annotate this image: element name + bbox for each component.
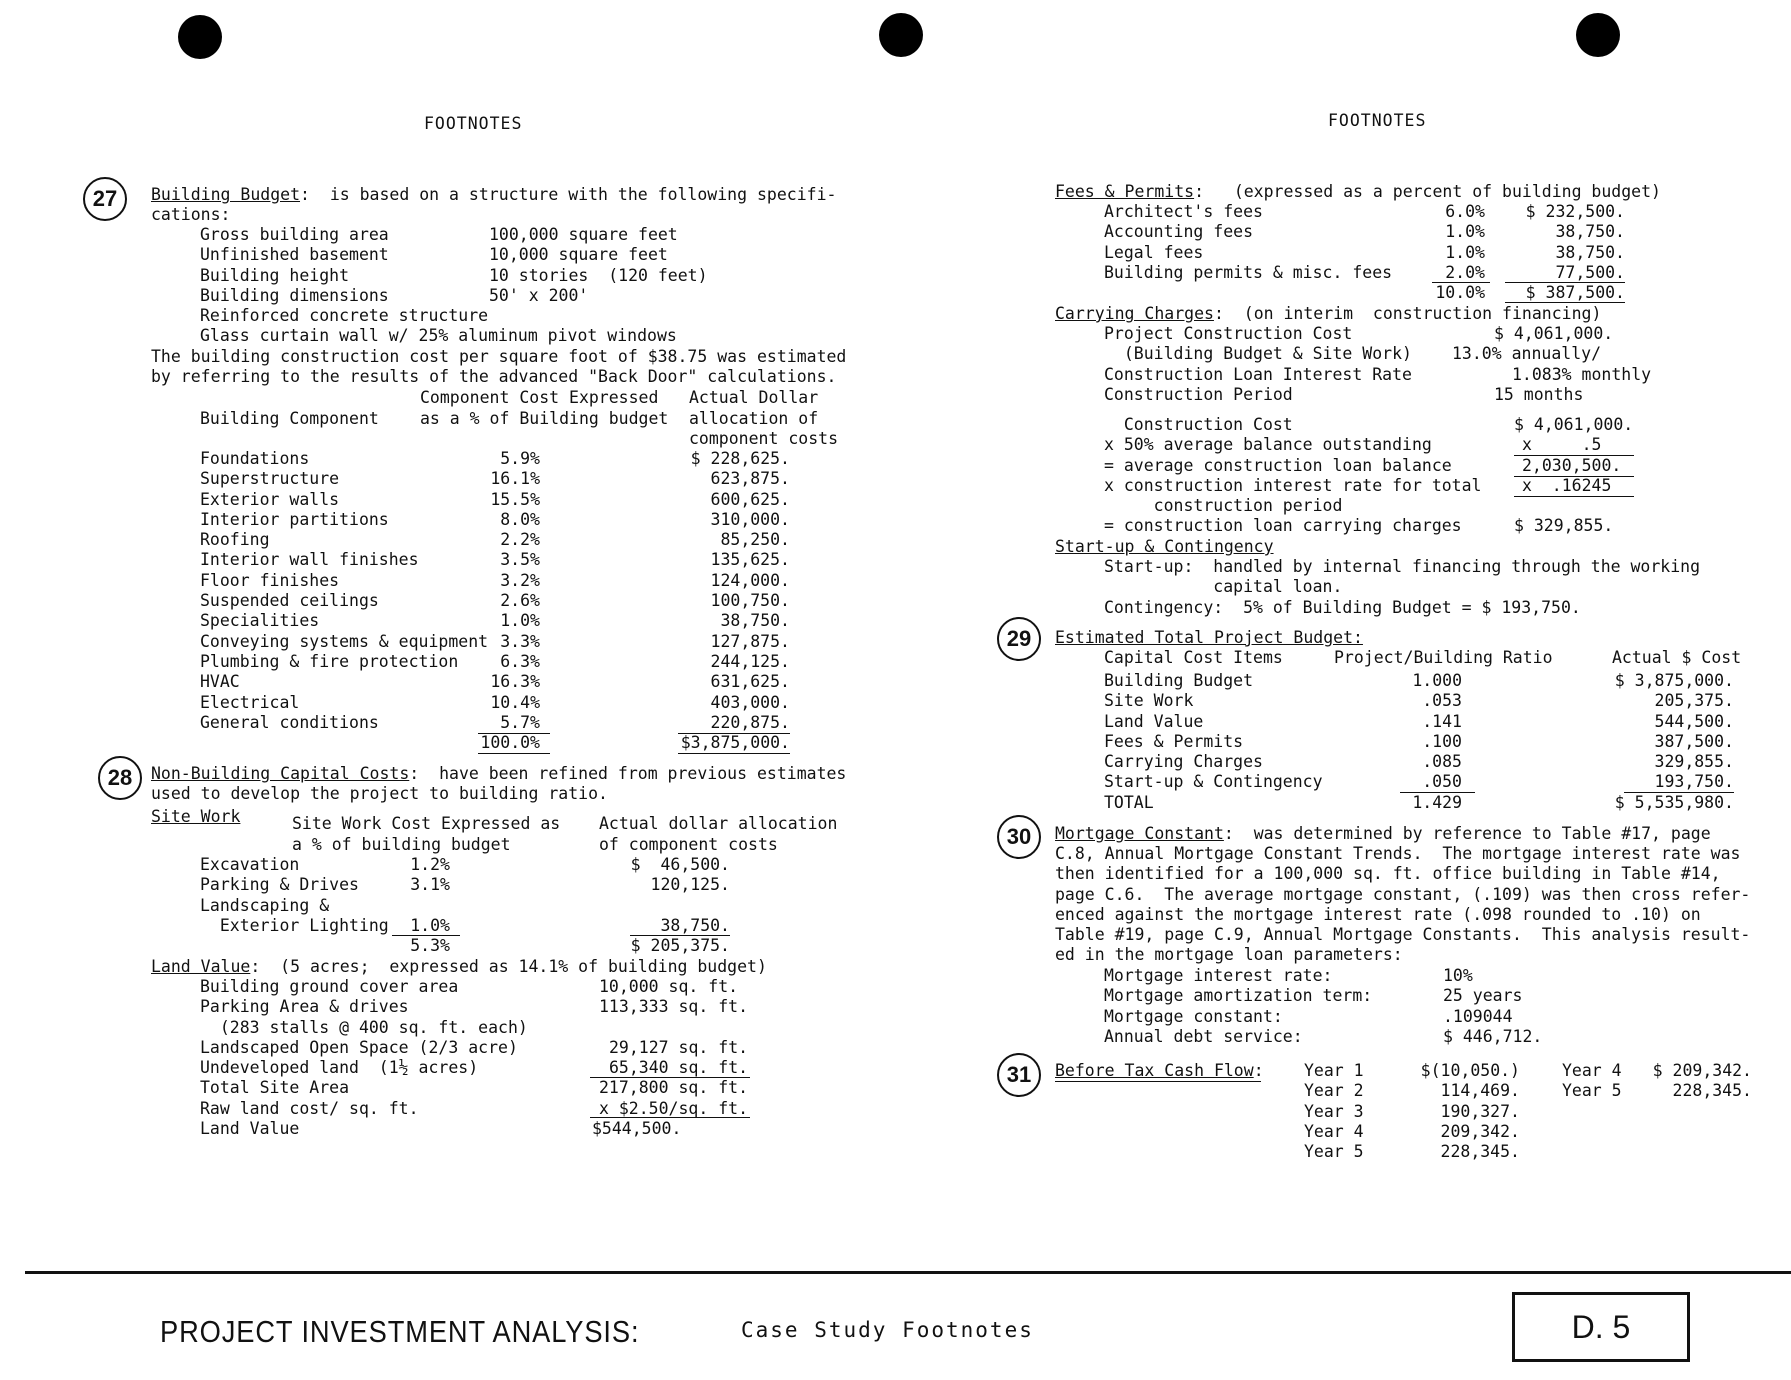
fee-pct: 1.0%	[1445, 242, 1485, 262]
calc-name: construction period	[1104, 496, 1343, 516]
fn28-label: Non-Building Capital Costs	[151, 764, 410, 783]
land-val: 29,127 sq. ft.	[609, 1037, 749, 1057]
fn30-line: ed in the mortgage loan parameters:	[1055, 945, 1403, 965]
fn31-value: 209,342.	[1440, 1121, 1520, 1141]
component-amt: 100,750.	[710, 591, 790, 611]
fn31-year: Year 4	[1304, 1121, 1364, 1141]
site-name: Landscaping &	[200, 895, 330, 915]
component-pct: 5.7%	[500, 712, 540, 732]
fn30-label: Mortgage Constant	[1055, 824, 1224, 843]
calc-rule-1	[1514, 455, 1634, 456]
fn31-value: 190,327.	[1440, 1101, 1520, 1121]
site-name: Parking & Drives	[200, 875, 359, 895]
component-name: Specialities	[200, 611, 320, 631]
fn30-body	[1055, 844, 1750, 966]
component-pct: 3.2%	[500, 570, 540, 590]
component-amt: 38,750.	[720, 611, 790, 631]
punch-hole-right	[1576, 13, 1620, 57]
fees-text: : (expressed as a percent of building budget)	[1194, 182, 1661, 201]
startup-label: Start-up & Contingency	[1055, 537, 1274, 556]
fn27-text1: : is based on a structure with the following specifi-	[300, 185, 837, 204]
site-header-2: a % of building budget	[292, 835, 511, 854]
footnote-28-marker: 28	[98, 756, 142, 800]
col-header-component: Building Component	[200, 409, 379, 428]
col-header-pct-2: as a % of Building budget	[420, 409, 669, 428]
component-amt: 600,625.	[710, 489, 790, 509]
fn29-ratio-rule	[1400, 792, 1475, 793]
component-amt: 220,875.	[710, 712, 790, 732]
fn29-items	[1104, 671, 1323, 813]
component-amt: 85,250.	[720, 530, 790, 550]
fn27-estimate-line1: The building construction cost per square foot of $38.75 was estimated	[151, 347, 847, 366]
calc-names	[1104, 415, 1482, 537]
component-name: Interior wall finishes	[200, 550, 419, 570]
fn29-ratio: .053	[1422, 691, 1462, 711]
site-amt: 120,125.	[650, 875, 730, 895]
fn31-value: $(10,050.)	[1420, 1061, 1520, 1080]
site-pct-total: 5.3%	[410, 936, 450, 956]
land-val	[592, 1018, 748, 1038]
fn31-year: Year 1	[1304, 1061, 1364, 1080]
fn31-side-years	[1562, 1061, 1622, 1102]
component-amt: 124,000.	[710, 570, 790, 590]
fn30-line: page C.6. The average mortgage constant, (.109) was then cross refer-	[1055, 884, 1751, 904]
site-amts	[610, 855, 730, 956]
fee-amt: $ 232,500.	[1525, 202, 1625, 221]
site-header-1: Site Work Cost Expressed as	[292, 814, 561, 833]
land-rule-2	[590, 1117, 750, 1118]
carry-values	[1452, 324, 1651, 405]
carry-name: Construction Loan Interest Rate	[1104, 364, 1412, 384]
component-amts	[660, 449, 790, 753]
component-amt: 135,625.	[710, 550, 790, 570]
component-name: Exterior walls	[200, 489, 340, 509]
fn31-label: Before Tax Cash Flow	[1055, 1061, 1254, 1080]
component-name: General conditions	[200, 712, 379, 732]
fn30-param-val: 10%	[1443, 966, 1473, 985]
fn31-side-value: $ 209,342.	[1652, 1061, 1752, 1080]
fn29-item: Building Budget	[1104, 671, 1254, 690]
fn30-param-val: 25 years	[1443, 986, 1523, 1006]
fn29-ratio: 1.429	[1412, 792, 1462, 812]
carry-text: : (on interim construction financing)	[1213, 304, 1602, 323]
fees-pct-rule	[1432, 282, 1490, 283]
startup-line2: capital loan.	[1104, 577, 1343, 596]
fee-pct: 6.0%	[1445, 202, 1485, 221]
fn31-label-line	[1055, 1061, 1264, 1081]
component-name: Superstructure	[200, 469, 340, 489]
site-names	[200, 855, 389, 936]
fn29-label: Estimated Total Project Budget:	[1055, 628, 1363, 647]
fn29-ratio: .141	[1422, 711, 1462, 731]
spec-line: Reinforced concrete structure	[200, 306, 489, 326]
component-pct: 1.0%	[500, 611, 540, 631]
spec-name: Gross building area	[200, 225, 389, 244]
fn29-ratio: 1.000	[1412, 671, 1462, 690]
land-name: (283 stalls @ 400 sq. ft. each)	[200, 1017, 528, 1037]
component-pct: 15.5%	[490, 489, 540, 509]
component-amt: 310,000.	[710, 509, 790, 529]
calc-name: = construction loan carrying charges	[1104, 516, 1462, 536]
fee-amt: 38,750.	[1555, 242, 1625, 262]
land-val: x $2.50/sq. ft.	[599, 1098, 749, 1118]
spec-value: 100,000 square feet	[489, 225, 678, 244]
spec-name: Building height	[200, 265, 350, 285]
fn30-line: enced against the mortgage interest rate (.098 rounded to .10) on	[1055, 904, 1701, 924]
fn31-year: Year 5	[1304, 1142, 1364, 1162]
component-name: HVAC	[200, 672, 240, 692]
spec-values	[489, 225, 708, 306]
fn30-param-name: Mortgage constant:	[1104, 1006, 1283, 1026]
contingency-line: Contingency: 5% of Building Budget = $ 193,750.	[1104, 598, 1581, 617]
land-name: Parking Area & drives	[200, 997, 409, 1017]
site-header-4: of component costs	[599, 835, 778, 854]
calc-val: $ 329,855.	[1514, 516, 1614, 536]
component-amt: 631,625.	[710, 672, 790, 692]
component-pct-total: 100.0%	[480, 733, 540, 753]
carry-intro	[1055, 304, 1601, 324]
component-pct: 6.3%	[500, 651, 540, 671]
fn31-value: 228,345.	[1440, 1142, 1520, 1162]
calc-rule-2	[1514, 476, 1634, 477]
fn31-side-values	[1640, 1061, 1752, 1102]
fn30-line: C.8, Annual Mortgage Constant Trends. The mortgage interest rate was	[1055, 844, 1741, 863]
fn30-line: then identified for a 100,000 sq. ft. office building in Table #14,	[1055, 864, 1721, 884]
fn28-text2: used to develop the project to building ratio.	[151, 784, 608, 803]
fn27-intro	[151, 185, 836, 205]
component-pct: 2.2%	[500, 530, 540, 550]
land-val: $544,500.	[592, 1119, 682, 1139]
component-name: Roofing	[200, 530, 270, 550]
fee-pct-total: 10.0%	[1435, 283, 1485, 303]
land-name: Undeveloped land (1½ acres)	[200, 1058, 479, 1078]
punch-hole-left	[178, 15, 222, 59]
component-pct: 16.1%	[490, 469, 540, 489]
component-pct: 3.3%	[500, 631, 540, 651]
fees-label: Fees & Permits	[1055, 182, 1195, 201]
fn29-cost: 329,855.	[1654, 752, 1734, 772]
fn30-line: Table #19, page C.9, Annual Mortgage Constants. This analysis result-	[1055, 925, 1751, 945]
col-header-amt-3: component costs	[689, 429, 839, 448]
footer-title: PROJECT INVESTMENT ANALYSIS:	[160, 1314, 640, 1349]
land-name: Total Site Area	[200, 1078, 350, 1098]
footnote-27-marker: 27	[83, 177, 127, 221]
footnote-31-marker: 31	[997, 1053, 1041, 1097]
fn30-param-name: Annual debt service:	[1104, 1026, 1303, 1046]
fn31-years	[1304, 1061, 1364, 1162]
fn31-side-year: Year 5	[1562, 1081, 1622, 1101]
site-amt-total: $ 205,375.	[630, 936, 730, 956]
fn29-cost-rule	[1624, 792, 1734, 793]
site-pct-rule	[392, 935, 460, 936]
carry-name: Project Construction Cost	[1104, 324, 1353, 343]
site-name: Exterior Lighting	[200, 915, 389, 935]
land-value-intro	[151, 957, 767, 977]
land-name: Landscaped Open Space (2/3 acre)	[200, 1037, 518, 1057]
calc-rule-3	[1514, 496, 1634, 497]
col-header-amt-1: Actual Dollar	[689, 388, 819, 407]
fn29-ratio: .085	[1422, 752, 1462, 772]
col-header-pct-1: Component Cost Expressed	[420, 388, 659, 407]
component-pct: 3.5%	[500, 550, 540, 570]
fn30-line0	[1055, 824, 1711, 844]
punch-hole-center	[879, 13, 923, 57]
fees-amt-rule	[1505, 282, 1625, 283]
site-amt: 38,750.	[660, 915, 730, 935]
site-pct: 1.2%	[410, 855, 450, 874]
fee-amt-total: $ 387,500.	[1525, 283, 1625, 303]
fn29-header-ratio: Project/Building Ratio	[1334, 648, 1553, 667]
calc-name: Construction Cost	[1104, 415, 1293, 434]
fn30-param-name: Mortgage amortization term:	[1104, 986, 1373, 1006]
amt-total-rule	[678, 733, 790, 734]
carry-name: Construction Period	[1104, 384, 1293, 404]
spec-line: Glass curtain wall w/ 25% aluminum pivot windows	[200, 326, 677, 346]
carry-label: Carrying Charges	[1055, 304, 1214, 323]
component-names	[200, 449, 488, 733]
spec-name: Unfinished basement	[200, 245, 389, 265]
land-val: 113,333 sq. ft.	[599, 997, 749, 1017]
fn29-item: Carrying Charges	[1104, 752, 1263, 772]
fee-name: Accounting fees	[1104, 222, 1254, 242]
footnote-30-marker: 30	[997, 815, 1041, 859]
component-name: Interior partitions	[200, 509, 389, 529]
fees-amt-underline	[1505, 302, 1625, 303]
fn29-header-cost: Actual $ Cost	[1612, 648, 1742, 667]
land-val: 217,800 sq. ft.	[599, 1078, 749, 1098]
fn30-param-values	[1443, 966, 1542, 1047]
fn30-param-val: $ 446,712.	[1443, 1026, 1543, 1046]
fn27-estimate-line2: by referring to the results of the advanced "Back Door" calculations.	[151, 367, 837, 386]
fn31-year: Year 2	[1304, 1081, 1364, 1101]
amt-total-underline	[678, 753, 790, 754]
fee-name: Architect's fees	[1104, 202, 1263, 221]
calc-val: x .16245	[1522, 475, 1612, 495]
fn30-param-name: Mortgage interest rate:	[1104, 966, 1333, 985]
col-header-amt-2: allocation of	[689, 409, 819, 428]
land-value-label: Land Value	[151, 957, 251, 976]
carry-val: 13.0% annually/	[1452, 344, 1602, 364]
fee-pct: 1.0%	[1445, 222, 1485, 242]
land-names	[200, 977, 528, 1139]
calc-val: x .5	[1522, 435, 1602, 455]
fn31-year: Year 3	[1304, 1101, 1364, 1121]
fn29-ratio: .050	[1422, 772, 1462, 792]
fn29-cost: $ 3,875,000.	[1614, 671, 1734, 690]
left-heading: FOOTNOTES	[424, 114, 523, 133]
land-name: Land Value	[200, 1119, 300, 1139]
calc-name: = average construction loan balance	[1104, 455, 1452, 475]
fn27-label: Building Budget	[151, 185, 301, 204]
site-pct	[380, 896, 450, 916]
component-name: Floor finishes	[200, 570, 340, 590]
fn29-item: Fees & Permits	[1104, 731, 1244, 751]
spec-value: 50' x 200'	[489, 285, 589, 305]
calc-val: 2,030,500.	[1522, 455, 1622, 475]
calc-val: $ 4,061,000.	[1514, 415, 1634, 434]
footnote-29-marker: 29	[997, 617, 1041, 661]
fee-amt: 77,500.	[1555, 262, 1625, 282]
fn29-item: TOTAL	[1104, 792, 1154, 812]
fn29-cost: 387,500.	[1654, 731, 1734, 751]
land-values	[592, 977, 748, 1139]
fn30-text: : was determined by reference to Table #17, page	[1223, 824, 1711, 843]
component-pct: 2.6%	[500, 591, 540, 611]
fn31-side-value: 228,345.	[1672, 1081, 1752, 1101]
pct-total-underline	[478, 753, 550, 754]
fees-names	[1104, 202, 1392, 283]
fee-amt: 38,750.	[1555, 222, 1625, 242]
component-pct: 5.9%	[500, 449, 540, 468]
fn30-param-names	[1104, 966, 1372, 1047]
right-heading: FOOTNOTES	[1328, 111, 1427, 130]
fees-pcts	[1420, 202, 1485, 303]
fn29-cost: 544,500.	[1654, 711, 1734, 731]
fn29-item: Site Work	[1104, 691, 1194, 711]
site-pct: 3.1%	[410, 875, 450, 895]
fn31-colon: :	[1253, 1061, 1264, 1080]
component-amt: $ 228,625.	[690, 449, 790, 468]
site-header-3: Actual dollar allocation	[599, 814, 838, 833]
spec-value: 10,000 square feet	[489, 245, 668, 265]
fn31-value: 114,469.	[1440, 1081, 1520, 1101]
component-name: Foundations	[200, 449, 310, 468]
site-pct: 1.0%	[410, 915, 450, 935]
fee-name: Building permits & misc. fees	[1104, 262, 1393, 282]
page-number: D. 5	[1512, 1292, 1690, 1362]
fn29-ratio: .100	[1422, 731, 1462, 751]
land-name: Building ground cover area	[200, 977, 459, 996]
spec-value: 10 stories (120 feet)	[489, 265, 708, 285]
carry-val: 1.083% monthly	[1512, 364, 1652, 384]
footer-subtitle: Case Study Footnotes	[741, 1318, 1034, 1342]
calc-val	[1514, 496, 1633, 516]
fn27-text2: cations:	[151, 205, 231, 224]
land-rule-1	[590, 1077, 750, 1078]
fees-intro	[1055, 182, 1661, 202]
land-val: 10,000 sq. ft.	[599, 977, 739, 996]
component-amt: 127,875.	[710, 631, 790, 651]
component-amt: 244,125.	[710, 651, 790, 671]
component-pct: 16.3%	[490, 672, 540, 692]
component-name: Electrical	[200, 692, 300, 712]
fn30-param-val: .109044	[1443, 1006, 1513, 1026]
site-name: Excavation	[200, 855, 300, 874]
component-pcts	[470, 449, 540, 753]
carry-val: 15 months	[1494, 384, 1584, 404]
carry-names	[1104, 324, 1412, 405]
fn28-intro	[151, 764, 846, 784]
carry-val: $ 4,061,000.	[1494, 324, 1614, 343]
fn31-side-year: Year 4	[1562, 1061, 1622, 1080]
fn31-label-rule	[1055, 1081, 1261, 1082]
component-name: Plumbing & fire protection	[200, 651, 459, 671]
fee-name: Legal fees	[1104, 242, 1204, 262]
fees-amts	[1500, 202, 1625, 303]
spec-name: Building dimensions	[200, 285, 389, 305]
pct-total-rule	[478, 733, 550, 734]
fn29-item: Start-up & Contingency	[1104, 772, 1323, 792]
site-work-label: Site Work	[151, 807, 241, 826]
fn29-header-items: Capital Cost Items	[1104, 648, 1283, 667]
calc-name: x construction interest rate for total	[1104, 475, 1482, 495]
fn29-cost: 193,750.	[1654, 772, 1734, 792]
component-name: Conveying systems & equipment	[200, 631, 489, 651]
land-val: 65,340 sq. ft.	[609, 1058, 749, 1078]
component-amt: 623,875.	[710, 469, 790, 489]
fn29-item: Land Value	[1104, 711, 1204, 731]
component-pct: 8.0%	[500, 509, 540, 529]
fn28-text1: : have been refined from previous estimates	[409, 764, 847, 783]
site-amt: $ 46,500.	[630, 855, 730, 874]
calc-name: x 50% average balance outstanding	[1104, 435, 1432, 455]
component-pct: 10.4%	[490, 692, 540, 712]
site-amt-rule	[630, 935, 730, 936]
fn29-label-text: Estimated Total Project Budget	[1055, 628, 1354, 647]
footer-rule	[25, 1271, 1791, 1274]
component-amt: 403,000.	[710, 692, 790, 712]
site-amt	[610, 896, 730, 916]
site-pcts	[380, 855, 450, 956]
component-name: Suspended ceilings	[200, 591, 379, 611]
land-value-text: : (5 acres; expressed as 14.1% of building budget)	[250, 957, 767, 976]
fn29-cost: $ 5,535,980.	[1614, 792, 1734, 812]
startup-line1: Start-up: handled by internal financing through the working	[1104, 557, 1701, 576]
land-name: Raw land cost/ sq. ft.	[200, 1098, 419, 1118]
component-amt-total: $3,875,000.	[680, 733, 790, 753]
fn29-cost: 205,375.	[1654, 691, 1734, 711]
fn31-values	[1412, 1061, 1520, 1162]
fee-pct: 2.0%	[1445, 262, 1485, 282]
carry-name: (Building Budget & Site Work)	[1104, 344, 1412, 364]
